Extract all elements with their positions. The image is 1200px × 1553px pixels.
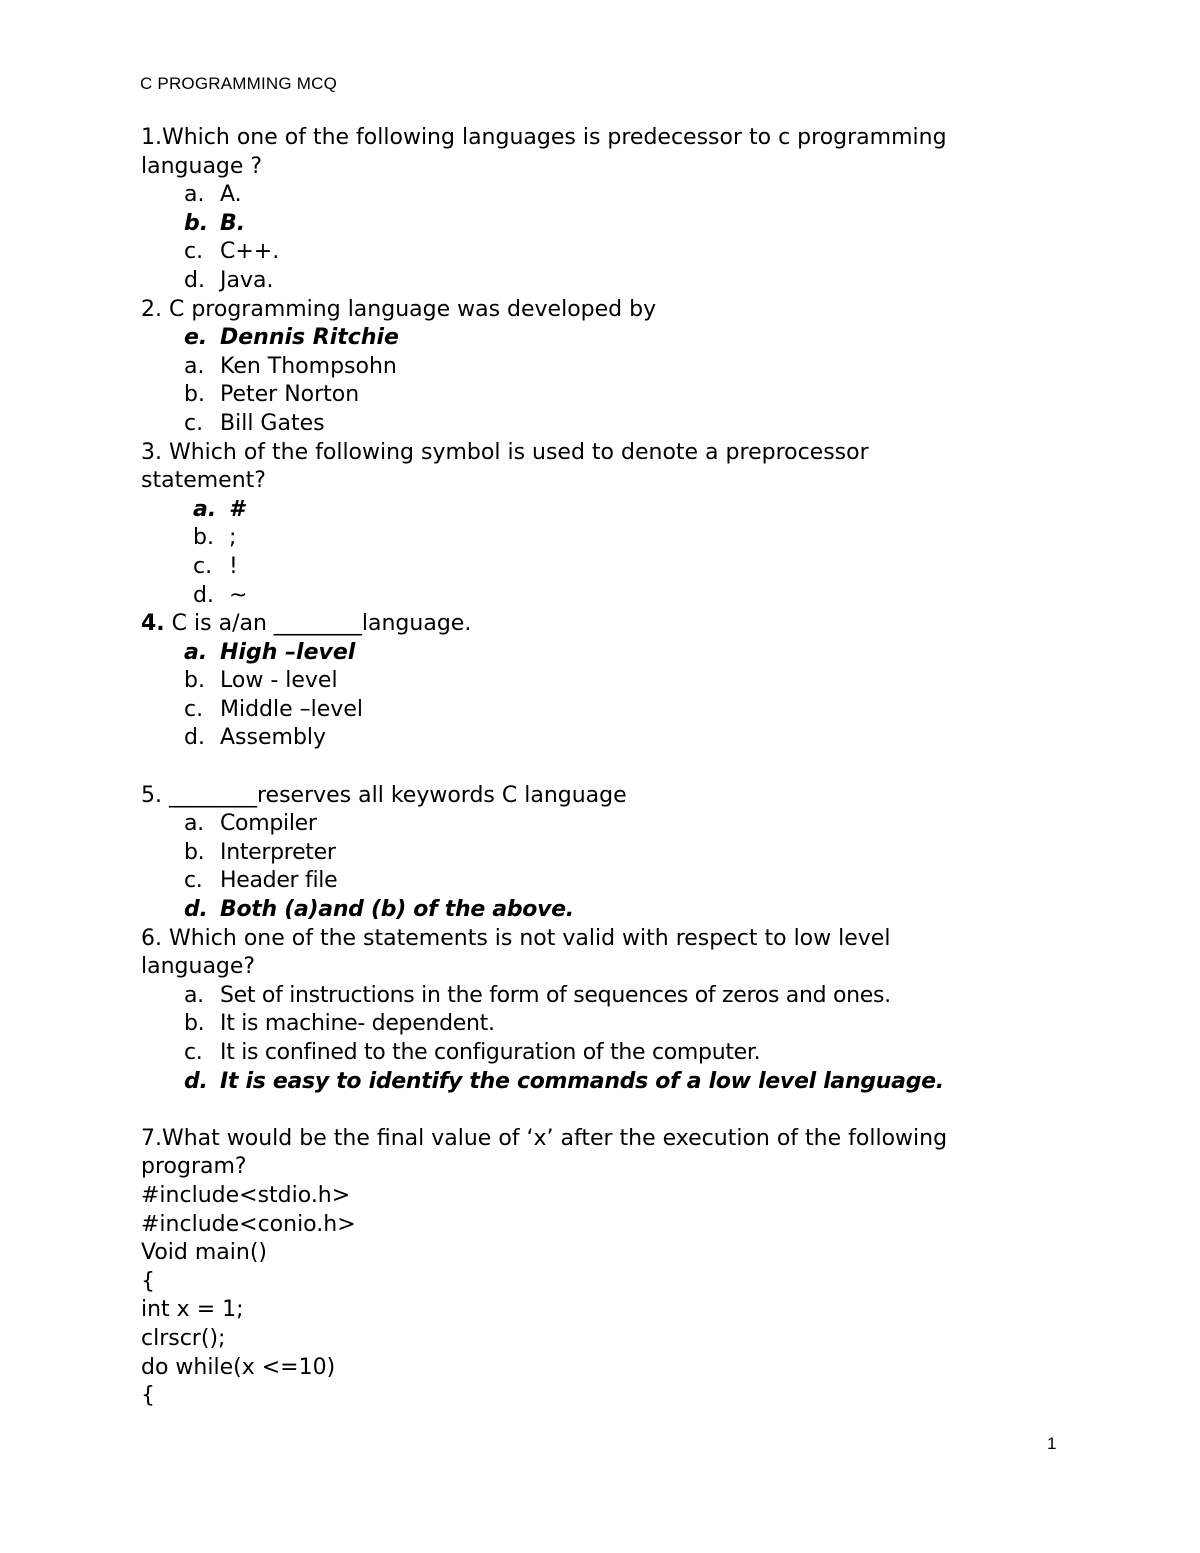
question-5-text: 5. ________reserves all keywords C language: [141, 782, 627, 808]
option-text: Middle –level: [220, 696, 363, 722]
option-text: It is confined to the configuration of the computer.: [220, 1040, 761, 1065]
q4-option-d: [141, 724, 1081, 753]
q1-option-c: [141, 238, 1081, 267]
code-line: {: [141, 1268, 155, 1294]
option-text: High –level: [220, 639, 356, 665]
option-letter: d.: [184, 267, 205, 293]
option-letter: b.: [193, 525, 214, 551]
option-text: ~: [229, 582, 248, 608]
option-text: !: [229, 553, 238, 579]
q2-option-c: [141, 410, 1081, 439]
option-text: Low - level: [220, 668, 338, 694]
q2-option-a: [141, 353, 1081, 382]
option-letter: c.: [184, 239, 204, 265]
question-4-number: 4.: [141, 611, 165, 637]
option-letter: a.: [184, 639, 208, 665]
option-letter: a.: [193, 496, 217, 522]
option-letter: a.: [184, 982, 204, 1008]
q3-option-d: [141, 582, 1081, 611]
q1-option-b-correct: [141, 210, 1081, 239]
question-4-text: [141, 610, 1081, 639]
option-letter: e.: [184, 325, 208, 351]
option-text: Dennis Ritchie: [220, 325, 399, 351]
option-text: Interpreter: [220, 839, 336, 865]
code-line: do while(x <=10): [141, 1354, 336, 1380]
blank-line: [141, 753, 1081, 782]
option-letter: a.: [184, 811, 204, 837]
option-text: A.: [220, 182, 242, 208]
option-letter: c.: [184, 1040, 203, 1065]
q3-option-c: [141, 553, 1081, 582]
code-line: int x = 1;: [141, 1297, 244, 1323]
option-letter: b.: [184, 1011, 205, 1037]
option-text: Header file: [220, 868, 338, 894]
q1-option-a: [141, 181, 1081, 210]
option-letter: b.: [184, 210, 209, 236]
code-line: {: [141, 1383, 155, 1409]
q6-option-b: [141, 1010, 1081, 1039]
option-letter: d.: [184, 1068, 208, 1094]
q1-option-d: [141, 267, 1081, 296]
option-letter: b.: [184, 668, 205, 694]
option-letter: a.: [184, 353, 205, 379]
q3-option-b: [141, 524, 1081, 553]
option-letter: b.: [184, 839, 205, 865]
option-text: Bill Gates: [220, 410, 325, 436]
code-line: #include<stdio.h>: [141, 1182, 351, 1208]
option-text: Compiler: [220, 811, 317, 837]
blank-line: [141, 1096, 1081, 1125]
question-3-text: 3. Which of the following symbol is used to denote a preprocessor: [141, 439, 869, 465]
option-text: It is machine- dependent.: [220, 1011, 495, 1037]
q5-option-a: [141, 810, 1081, 839]
q5-option-d-correct: [141, 896, 1081, 925]
option-text: Java.: [220, 267, 274, 293]
q6-option-a: [141, 982, 1081, 1011]
option-letter: b.: [184, 382, 205, 408]
option-letter: d.: [184, 897, 208, 923]
question-2-text: 2. C programming language was developed by: [141, 296, 657, 322]
question-1-text-cont: language ?: [141, 153, 263, 179]
option-letter: c.: [193, 553, 213, 579]
question-4-stem: C is a/an ________language.: [164, 611, 472, 637]
option-text: Peter Norton: [220, 382, 360, 408]
q5-option-c: [141, 867, 1081, 896]
q6-option-d-correct: [141, 1068, 1081, 1097]
code-line: clrscr();: [141, 1325, 226, 1351]
q4-option-b: [141, 667, 1081, 696]
option-text: B.: [220, 210, 246, 236]
document-body: [141, 124, 1081, 1411]
option-letter: a.: [184, 182, 205, 208]
q4-option-c: [141, 696, 1081, 725]
option-letter: d.: [184, 725, 205, 751]
option-letter: c.: [184, 696, 204, 722]
option-letter: c.: [184, 868, 203, 894]
option-text: Both (a)and (b) of the above.: [220, 897, 574, 923]
page-header: C PROGRAMMING MCQ: [140, 74, 338, 93]
question-6-text-cont: language?: [141, 954, 256, 980]
q4-option-a-correct: [141, 639, 1081, 668]
question-3-text-cont: statement?: [141, 468, 266, 494]
question-1-text: 1.Which one of the following languages is predecessor to c programming: [141, 125, 947, 150]
question-7-text-cont: program?: [141, 1154, 247, 1180]
option-letter: c.: [184, 410, 204, 436]
option-letter: d.: [193, 582, 214, 608]
option-text: It is easy to identify the commands of a low level language.: [220, 1068, 944, 1094]
option-text: C++.: [220, 239, 280, 265]
option-text: Assembly: [220, 725, 327, 751]
option-text: Ken Thompsohn: [220, 353, 397, 379]
q2-option-e-correct: [141, 324, 1081, 353]
q6-option-c: [141, 1039, 1081, 1068]
option-text: ;: [229, 525, 237, 551]
code-line: #include<conio.h>: [141, 1211, 356, 1237]
q3-option-a-correct: [141, 496, 1081, 525]
q2-option-b: [141, 381, 1081, 410]
page-number: 1: [1047, 1434, 1057, 1453]
option-text: Set of instructions in the form of sequences of zeros and ones.: [220, 982, 891, 1008]
option-text: #: [229, 496, 245, 522]
code-line: Void main(): [141, 1240, 268, 1266]
q5-option-b: [141, 839, 1081, 868]
question-7-text: 7.What would be the final value of ‘x’ after the execution of the following: [141, 1125, 948, 1151]
question-6-text: 6. Which one of the statements is not valid with respect to low level: [141, 925, 891, 951]
